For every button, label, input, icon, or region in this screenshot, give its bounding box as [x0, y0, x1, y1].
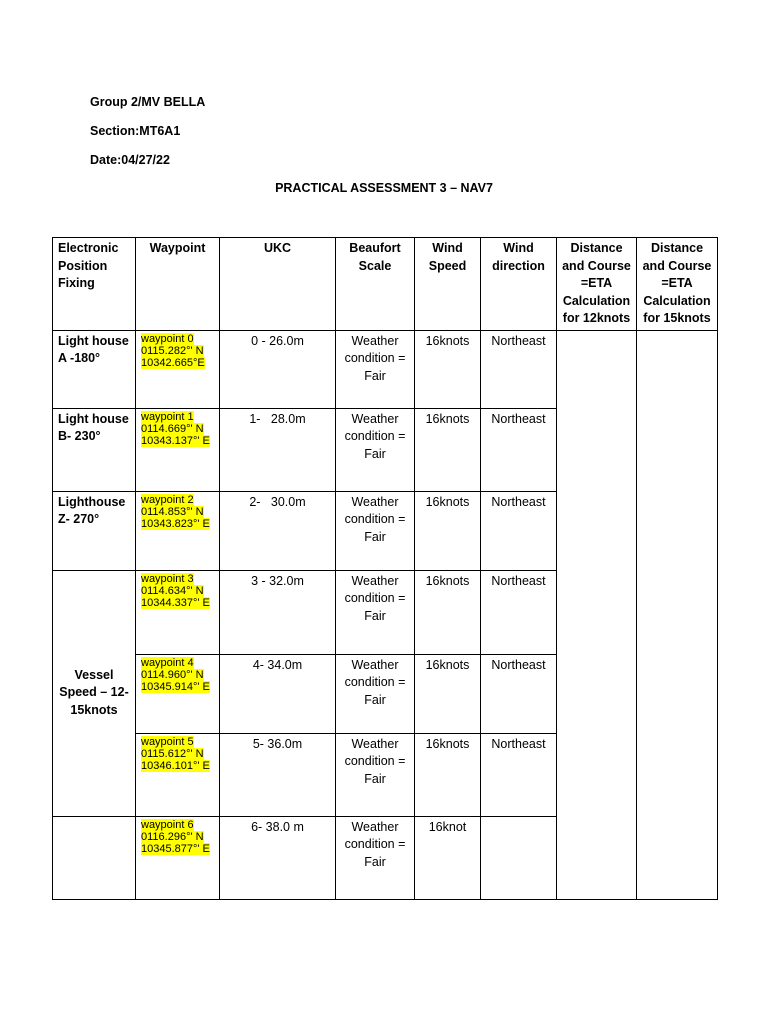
waypoint-latitude: 0114.960°' N: [141, 668, 204, 681]
beaufort-cell: Weather condition = Fair: [336, 816, 415, 899]
waypoint-latitude: 0114.853°' N: [141, 505, 204, 518]
beaufort-cell: Weather condition = Fair: [336, 491, 415, 570]
waypoint-name: waypoint 0: [141, 332, 194, 345]
waypoint-name: waypoint 4: [141, 656, 194, 669]
ukc-cell: 6- 38.0 m: [220, 816, 336, 899]
wind-direction-cell: Northeast: [481, 570, 557, 654]
wind-direction-cell: Northeast: [481, 330, 557, 408]
wind-direction-cell: Northeast: [481, 733, 557, 816]
waypoint-cell: [136, 491, 220, 570]
wind-speed-cell: 16knots: [415, 570, 481, 654]
waypoint-longitude: 10345.914°' E: [141, 680, 210, 693]
wind-speed-cell: 16knots: [415, 654, 481, 733]
assessment-table: [52, 237, 718, 900]
waypoint-longitude: 10342.665°E: [141, 356, 205, 369]
column-header: Distance and Course =ETA Calculation for 12knots: [557, 238, 637, 331]
waypoint-longitude: 10343.137°' E: [141, 434, 210, 447]
header-row: [53, 238, 718, 331]
waypoint-latitude: 0114.669°' N: [141, 422, 204, 435]
waypoint-latitude: 0114.634°' N: [141, 584, 204, 597]
beaufort-cell: Weather condition = Fair: [336, 654, 415, 733]
waypoint-cell: [136, 816, 220, 899]
column-header: Distance and Course =ETA Calculation for 15knots: [637, 238, 718, 331]
column-header: UKC: [220, 238, 336, 331]
position-fix-cell: [53, 816, 136, 899]
ukc-cell: 1- 28.0m: [220, 408, 336, 491]
wind-speed-cell: 16knots: [415, 491, 481, 570]
wind-speed-cell: 16knots: [415, 330, 481, 408]
waypoint-name: waypoint 3: [141, 572, 194, 585]
wind-speed-cell: 16knots: [415, 408, 481, 491]
wind-direction-cell: [481, 816, 557, 899]
ukc-cell: 2- 30.0m: [220, 491, 336, 570]
beaufort-cell: Weather condition = Fair: [336, 408, 415, 491]
column-header: Electronic Position Fixing: [53, 238, 136, 331]
wind-direction-cell: Northeast: [481, 491, 557, 570]
wind-speed-cell: 16knot: [415, 816, 481, 899]
waypoint-longitude: 10343.823°' E: [141, 517, 210, 530]
column-header: Wind direction: [481, 238, 557, 331]
beaufort-cell: Weather condition = Fair: [336, 570, 415, 654]
waypoint-longitude: 10344.337°' E: [141, 596, 210, 609]
waypoint-name: waypoint 5: [141, 735, 194, 748]
group-label: Group 2/MV BELLA: [90, 95, 206, 109]
waypoint-name: waypoint 1: [141, 410, 194, 423]
eta-15knots-cell: [637, 330, 718, 899]
position-fix-cell: Light house B- 230°: [53, 408, 136, 491]
beaufort-cell: Weather condition = Fair: [336, 733, 415, 816]
ukc-cell: 5- 36.0m: [220, 733, 336, 816]
document-title: PRACTICAL ASSESSMENT 3 – NAV7: [275, 181, 493, 195]
waypoint-latitude: 0116.296°' N: [141, 830, 204, 843]
waypoint-cell: [136, 654, 220, 733]
date-label: Date:04/27/22: [90, 153, 170, 167]
position-fix-cell: Lighthouse Z- 270°: [53, 491, 136, 570]
column-header: Waypoint: [136, 238, 220, 331]
waypoint-cell: [136, 330, 220, 408]
column-header: Beaufort Scale: [336, 238, 415, 331]
waypoint-latitude: 0115.282°' N: [141, 344, 204, 357]
waypoint-longitude: 10346.101°' E: [141, 759, 210, 772]
waypoint-cell: [136, 570, 220, 654]
waypoint-cell: [136, 408, 220, 491]
vessel-speed-cell: Vessel Speed – 12-15knots: [53, 570, 136, 816]
wind-speed-cell: 16knots: [415, 733, 481, 816]
ukc-cell: 3 - 32.0m: [220, 570, 336, 654]
eta-12knots-cell: [557, 330, 637, 899]
waypoint-longitude: 10345.877°' E: [141, 842, 210, 855]
column-header: Wind Speed: [415, 238, 481, 331]
ukc-cell: 0 - 26.0m: [220, 330, 336, 408]
beaufort-cell: Weather condition = Fair: [336, 330, 415, 408]
section-label: Section:MT6A1: [90, 124, 181, 138]
waypoint-cell: [136, 733, 220, 816]
wind-direction-cell: Northeast: [481, 654, 557, 733]
waypoint-name: waypoint 6: [141, 818, 194, 831]
table-row: [53, 330, 718, 408]
waypoint-latitude: 0115.612°' N: [141, 747, 204, 760]
wind-direction-cell: Northeast: [481, 408, 557, 491]
position-fix-cell: Light house A -180°: [53, 330, 136, 408]
waypoint-name: waypoint 2: [141, 493, 194, 506]
ukc-cell: 4- 34.0m: [220, 654, 336, 733]
